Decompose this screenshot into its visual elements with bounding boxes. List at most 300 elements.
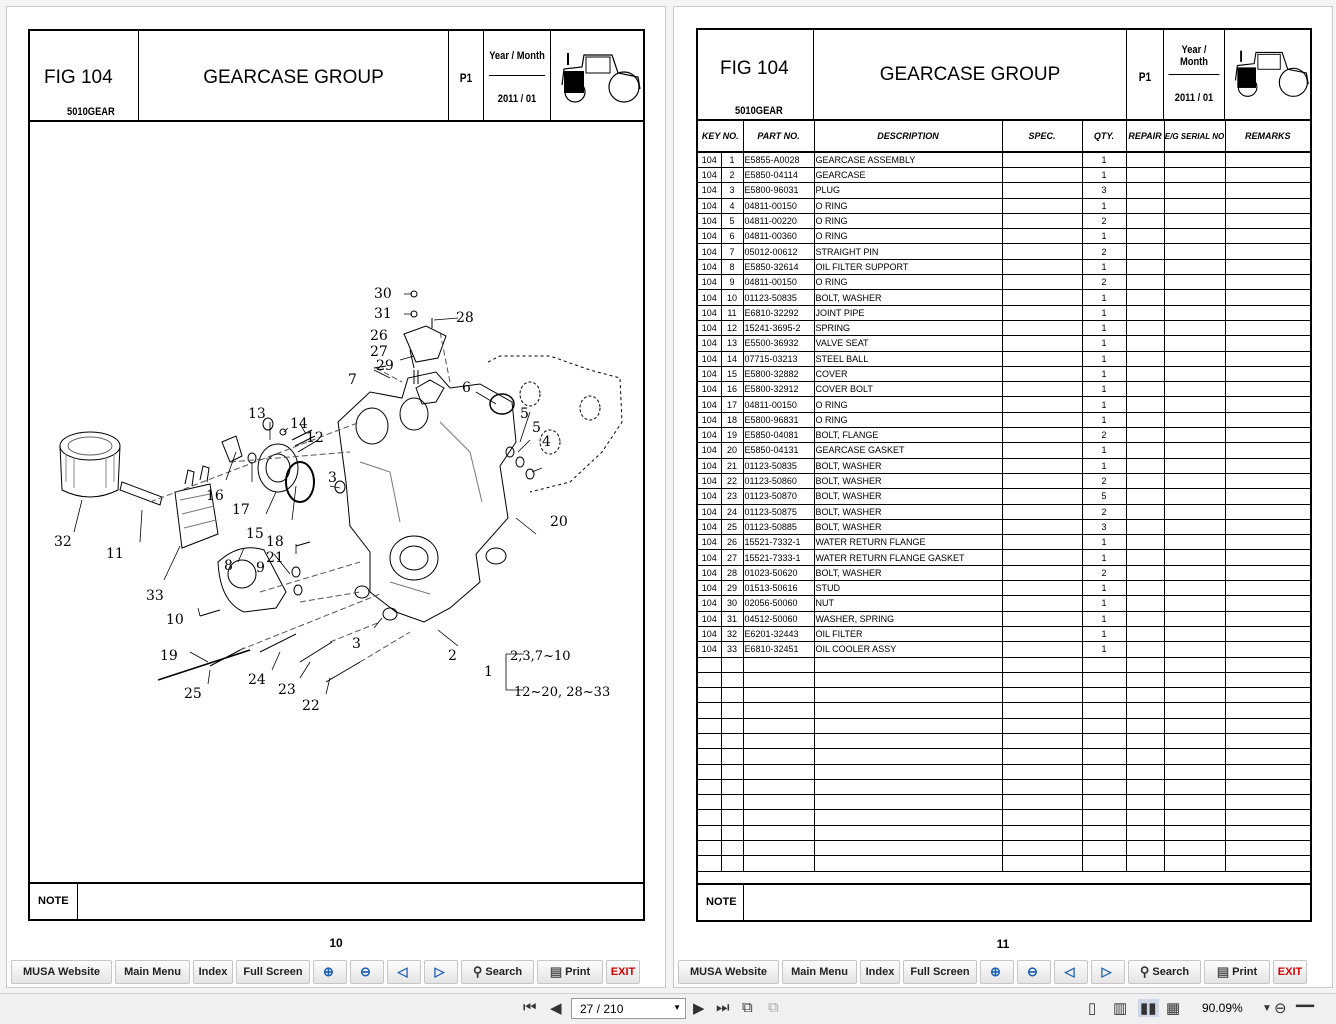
cell-no: 9: [721, 275, 743, 290]
cell-description: GEARCASE ASSEMBLY: [814, 152, 1002, 168]
group-title: GEARCASE GROUP: [879, 64, 1061, 85]
cell-key: 104: [698, 412, 721, 427]
cell-qty: 1: [1082, 443, 1126, 458]
cell-eg-serial: [1164, 733, 1225, 748]
callout-31: 31: [374, 306, 392, 322]
callout-11: 11: [106, 546, 124, 562]
cell-spec: [1002, 183, 1082, 198]
cell-key: [698, 703, 721, 718]
cell-no: 21: [721, 458, 743, 473]
musa-website-button[interactable]: MUSA Website: [11, 960, 112, 984]
table-row: [698, 213, 1310, 228]
cell-description: [814, 703, 1002, 718]
cell-spec: [1002, 305, 1082, 320]
zoom-in-button[interactable]: [313, 960, 347, 984]
table-row: [698, 779, 1310, 794]
cell-description: [814, 779, 1002, 794]
cell-description: O RING: [814, 198, 1002, 213]
cell-repair: [1126, 382, 1164, 397]
cell-description: OIL COOLER ASSY: [814, 642, 1002, 657]
table-row: [698, 458, 1310, 473]
cell-remarks: [1225, 688, 1310, 703]
table-row: [698, 198, 1310, 213]
cell-remarks: [1225, 259, 1310, 274]
callout-7: 7: [348, 372, 357, 388]
o-ring-part: [286, 462, 314, 502]
page-code-cell: [1127, 30, 1164, 119]
cell-description: BOLT, WASHER: [814, 565, 1002, 580]
cell-key: 104: [698, 397, 721, 412]
col-remarks: REMARKS: [1225, 121, 1310, 152]
cell-spec: [1002, 290, 1082, 305]
cell-remarks: [1225, 382, 1310, 397]
cell-key: 104: [698, 244, 721, 259]
cell-eg-serial: [1164, 688, 1225, 703]
cell-key: 104: [698, 443, 721, 458]
cell-spec: [1002, 519, 1082, 534]
cell-no: 17: [721, 397, 743, 412]
cell-key: [698, 825, 721, 840]
cell-repair: [1126, 213, 1164, 228]
callout-14: 14: [290, 416, 308, 432]
callout-13: 13: [248, 406, 266, 422]
copy-icon[interactable]: ⧉: [768, 999, 779, 1016]
cell-description: BOLT, WASHER: [814, 290, 1002, 305]
cell-part-no: 04811-00150: [743, 198, 814, 213]
zoom-in-icon: ⊕: [323, 964, 334, 979]
cell-part-no: 04811-00150: [743, 397, 814, 412]
zoom-dropdown-icon[interactable]: ▼: [1262, 1003, 1272, 1014]
search-button[interactable]: ⚲ Search: [1128, 960, 1201, 984]
callout-16: 16: [206, 488, 224, 504]
cell-part-no: [743, 672, 814, 687]
cell-qty: 5: [1082, 489, 1126, 504]
cell-eg-serial: [1164, 718, 1225, 733]
cell-repair: [1126, 259, 1164, 274]
cell-spec: [1002, 718, 1082, 733]
cell-part-no: 01123-50835: [743, 290, 814, 305]
cell-key: 104: [698, 596, 721, 611]
group-title: GEARCASE GROUP: [203, 67, 384, 88]
cell-key: 104: [698, 504, 721, 519]
cell-remarks: [1225, 229, 1310, 244]
cell-part-no: 15241-3695-2: [743, 320, 814, 335]
cell-remarks: [1225, 519, 1310, 534]
cell-no: 8: [721, 259, 743, 274]
cell-remarks: [1225, 565, 1310, 580]
two-page-icon[interactable]: ▮▮: [1140, 1000, 1157, 1017]
cell-repair: [1126, 535, 1164, 550]
cell-eg-serial: [1164, 305, 1225, 320]
cell-part-no: [743, 688, 814, 703]
cell-description: WASHER, SPRING: [814, 611, 1002, 626]
cell-spec: [1002, 764, 1082, 779]
table-row: [698, 275, 1310, 290]
cell-spec: [1002, 152, 1082, 168]
note-label: NOTE: [30, 884, 78, 919]
cell-qty: 1: [1082, 611, 1126, 626]
cell-repair: [1126, 703, 1164, 718]
zoom-in-button[interactable]: [980, 960, 1014, 984]
cell-repair: [1126, 183, 1164, 198]
nav-toolbar: [678, 960, 1328, 984]
cell-spec: [1002, 703, 1082, 718]
cell-repair: [1126, 275, 1164, 290]
cell-qty: 1: [1082, 366, 1126, 381]
cell-eg-serial: [1164, 213, 1225, 228]
cell-remarks: [1225, 443, 1310, 458]
cell-spec: [1002, 168, 1082, 183]
cell-eg-serial: [1164, 611, 1225, 626]
cell-no: [721, 703, 743, 718]
cell-part-no: E5800-32912: [743, 382, 814, 397]
cell-part-no: E6201-32443: [743, 626, 814, 641]
cell-key: 104: [698, 351, 721, 366]
cell-remarks: [1225, 458, 1310, 473]
callout-6: 6: [462, 380, 471, 396]
table-row: [698, 749, 1310, 764]
cell-remarks: [1225, 351, 1310, 366]
callout-5b: 5: [532, 420, 541, 436]
exit-button[interactable]: EXIT: [606, 960, 640, 984]
cell-remarks: [1225, 397, 1310, 412]
cell-eg-serial: [1164, 168, 1225, 183]
callout-2: 2: [448, 648, 457, 664]
cell-key: 104: [698, 473, 721, 488]
cell-description: COVER BOLT: [814, 382, 1002, 397]
previous-page-button[interactable]: [387, 960, 421, 984]
page-selector[interactable]: [571, 998, 686, 1019]
cell-repair: [1126, 657, 1164, 672]
cell-no: [721, 779, 743, 794]
zoom-out-icon[interactable]: ⊖: [1274, 1000, 1287, 1017]
two-page-continuous-icon[interactable]: ▦: [1166, 1000, 1181, 1017]
cell-remarks: [1225, 550, 1310, 565]
main-menu-button[interactable]: Main Menu: [115, 960, 190, 984]
cell-part-no: [743, 733, 814, 748]
binoculars-icon: ⚲: [472, 964, 483, 979]
cell-spec: [1002, 443, 1082, 458]
cell-repair: [1126, 611, 1164, 626]
cell-spec: [1002, 779, 1082, 794]
right-page: [673, 6, 1333, 988]
cell-qty: 1: [1082, 168, 1126, 183]
cell-eg-serial: [1164, 183, 1225, 198]
cell-repair: [1126, 504, 1164, 519]
group-cell: [814, 30, 1127, 119]
cell-repair: [1126, 412, 1164, 427]
cell-repair: [1126, 428, 1164, 443]
cell-qty: [1082, 764, 1126, 779]
cell-no: 1: [721, 152, 743, 168]
cell-key: [698, 657, 721, 672]
cell-eg-serial: [1164, 657, 1225, 672]
table-row: [698, 535, 1310, 550]
col-part-no: PART NO.: [743, 121, 814, 152]
cell-spec: [1002, 229, 1082, 244]
cell-no: 14: [721, 351, 743, 366]
zoom-out-button[interactable]: [1017, 960, 1051, 984]
sheet-header: [698, 30, 1310, 121]
cell-no: 4: [721, 198, 743, 213]
cell-part-no: [743, 856, 814, 871]
single-page-icon[interactable]: ▯: [1088, 1000, 1097, 1017]
table-row: [698, 183, 1310, 198]
cell-no: [721, 795, 743, 810]
cell-spec: [1002, 458, 1082, 473]
cell-key: [698, 795, 721, 810]
cell-description: BOLT, WASHER: [814, 489, 1002, 504]
cell-part-no: 05012-00612: [743, 244, 814, 259]
cell-no: 6: [721, 229, 743, 244]
cell-qty: 2: [1082, 504, 1126, 519]
previous-page-button[interactable]: [1054, 960, 1088, 984]
cell-description: [814, 795, 1002, 810]
cell-part-no: 04512-50060: [743, 611, 814, 626]
cell-no: [721, 841, 743, 856]
diagram-sheet: [28, 29, 645, 921]
cell-key: 104: [698, 305, 721, 320]
cell-key: [698, 733, 721, 748]
callout-24: 24: [248, 672, 266, 688]
print-button[interactable]: ▤ Print: [1204, 960, 1270, 984]
cell-remarks: [1225, 366, 1310, 381]
cell-description: JOINT PIPE: [814, 305, 1002, 320]
cell-key: 104: [698, 290, 721, 305]
cell-qty: [1082, 810, 1126, 825]
callout-8: 8: [224, 558, 233, 574]
table-row: [698, 565, 1310, 580]
cell-repair: [1126, 550, 1164, 565]
cell-no: [721, 672, 743, 687]
cell-remarks: [1225, 581, 1310, 596]
callout-27: 27: [370, 344, 388, 360]
cell-key: 104: [698, 535, 721, 550]
zoom-slider[interactable]: ━━: [1296, 998, 1315, 1015]
rotate-icon[interactable]: ⧉: [742, 999, 753, 1016]
cell-qty: 1: [1082, 229, 1126, 244]
table-row: [698, 841, 1310, 856]
cell-description: BOLT, FLANGE: [814, 428, 1002, 443]
logo-cell: [551, 31, 647, 120]
cell-part-no: 07715-03213: [743, 351, 814, 366]
cover-part: [258, 444, 298, 492]
sheet-header: [30, 31, 643, 122]
table-row: [698, 504, 1310, 519]
table-row: [698, 320, 1310, 335]
cell-part-no: [743, 841, 814, 856]
cell-remarks: [1225, 596, 1310, 611]
cell-spec: [1002, 198, 1082, 213]
gearcase-part: [335, 372, 516, 622]
cell-remarks: [1225, 428, 1310, 443]
cell-part-no: 01123-50885: [743, 519, 814, 534]
cell-repair: [1126, 626, 1164, 641]
printer-icon: ▤: [1216, 964, 1230, 979]
cell-spec: [1002, 810, 1082, 825]
cell-remarks: [1225, 810, 1310, 825]
table-row: [698, 290, 1310, 305]
cell-repair: [1126, 198, 1164, 213]
table-row: [698, 642, 1310, 657]
cell-no: 5: [721, 213, 743, 228]
last-page-icon[interactable]: ⏭: [716, 999, 730, 1016]
cell-no: [721, 764, 743, 779]
zoom-out-button[interactable]: [350, 960, 384, 984]
cell-qty: [1082, 733, 1126, 748]
prev-page-icon[interactable]: ◀: [550, 1000, 562, 1017]
cell-remarks: [1225, 320, 1310, 335]
cell-part-no: [743, 749, 814, 764]
year-month-value: 2011 / 01: [1174, 92, 1214, 104]
cell-no: 19: [721, 428, 743, 443]
cell-description: OIL FILTER: [814, 626, 1002, 641]
nav-toolbar: [11, 960, 661, 984]
print-button[interactable]: ▤ Print: [537, 960, 603, 984]
cell-qty: [1082, 718, 1126, 733]
cell-no: [721, 825, 743, 840]
cell-qty: [1082, 779, 1126, 794]
cell-description: BOLT, WASHER: [814, 504, 1002, 519]
callout-20: 20: [550, 514, 568, 530]
exit-button[interactable]: EXIT: [1273, 960, 1307, 984]
cell-no: 31: [721, 611, 743, 626]
continuous-page-icon[interactable]: ▥: [1113, 1000, 1128, 1017]
cell-qty: 1: [1082, 198, 1126, 213]
musa-website-button[interactable]: MUSA Website: [678, 960, 779, 984]
cell-repair: [1126, 320, 1164, 335]
cell-description: O RING: [814, 229, 1002, 244]
cell-eg-serial: [1164, 856, 1225, 871]
cell-remarks: [1225, 825, 1310, 840]
cell-eg-serial: [1164, 412, 1225, 427]
cell-part-no: [743, 764, 814, 779]
table-row: [698, 397, 1310, 412]
search-button[interactable]: ⚲ Search: [461, 960, 534, 984]
fig-title: FIG 104: [720, 58, 789, 79]
table-row: [698, 336, 1310, 351]
cell-remarks: [1225, 489, 1310, 504]
first-page-icon[interactable]: ⏮: [523, 999, 537, 1016]
cell-part-no: [743, 718, 814, 733]
cell-remarks: [1225, 856, 1310, 871]
cell-spec: [1002, 275, 1082, 290]
cell-spec: [1002, 382, 1082, 397]
cell-part-no: E5850-04114: [743, 168, 814, 183]
cell-description: BOLT, WASHER: [814, 473, 1002, 488]
cell-part-no: E5800-96831: [743, 412, 814, 427]
cell-description: [814, 672, 1002, 687]
cell-description: COVER: [814, 366, 1002, 381]
cell-key: 104: [698, 382, 721, 397]
cell-no: 22: [721, 473, 743, 488]
table-header-row: [698, 121, 1310, 152]
parts-table-body: [698, 152, 1310, 871]
cell-spec: [1002, 535, 1082, 550]
cell-description: NUT: [814, 596, 1002, 611]
cell-qty: 1: [1082, 382, 1126, 397]
cell-part-no: [743, 657, 814, 672]
cell-key: 104: [698, 428, 721, 443]
fig-code: 5010GEAR: [67, 106, 115, 118]
fig-title: FIG 104: [44, 67, 113, 88]
table-row: [698, 305, 1310, 320]
legend-main: 1: [484, 664, 493, 680]
cell-eg-serial: [1164, 841, 1225, 856]
cell-eg-serial: [1164, 382, 1225, 397]
table-row: [698, 259, 1310, 274]
callout-29: 29: [376, 358, 394, 374]
cell-qty: 2: [1082, 275, 1126, 290]
cell-no: [721, 657, 743, 672]
cell-spec: [1002, 825, 1082, 840]
cell-spec: [1002, 749, 1082, 764]
cell-part-no: E5800-96031: [743, 183, 814, 198]
cell-eg-serial: [1164, 779, 1225, 794]
cell-eg-serial: [1164, 565, 1225, 580]
table-row: [698, 382, 1310, 397]
cell-remarks: [1225, 535, 1310, 550]
cell-eg-serial: [1164, 259, 1225, 274]
cell-part-no: 15521-7332-1: [743, 535, 814, 550]
callout-30: 30: [374, 286, 392, 302]
index-button[interactable]: Index: [193, 960, 233, 984]
oil-filter-part: [60, 432, 120, 497]
cell-no: [721, 810, 743, 825]
cell-part-no: E5850-04081: [743, 428, 814, 443]
cell-repair: [1126, 397, 1164, 412]
cell-key: 104: [698, 550, 721, 565]
table-row: [698, 856, 1310, 871]
cell-eg-serial: [1164, 458, 1225, 473]
cell-spec: [1002, 626, 1082, 641]
year-month-cell: [1164, 30, 1225, 119]
table-row: [698, 366, 1310, 381]
cell-eg-serial: [1164, 152, 1225, 168]
zoom-out-icon: ⊖: [360, 964, 371, 979]
table-row: [698, 596, 1310, 611]
full-screen-button[interactable]: Full Screen: [236, 960, 310, 984]
full-screen-button[interactable]: Full Screen: [903, 960, 977, 984]
cell-remarks: [1225, 504, 1310, 519]
cell-repair: [1126, 672, 1164, 687]
cell-key: 104: [698, 366, 721, 381]
cell-remarks: [1225, 733, 1310, 748]
callout-5a: 5: [520, 406, 529, 422]
cell-spec: [1002, 412, 1082, 427]
cell-part-no: E5850-32614: [743, 259, 814, 274]
cell-no: 7: [721, 244, 743, 259]
callout-3a: 3: [328, 470, 337, 486]
cell-key: 104: [698, 489, 721, 504]
cell-spec: [1002, 657, 1082, 672]
index-button[interactable]: Index: [860, 960, 900, 984]
cell-description: BOLT, WASHER: [814, 458, 1002, 473]
cell-remarks: [1225, 779, 1310, 794]
cell-no: 24: [721, 504, 743, 519]
next-page-icon[interactable]: ▶: [693, 1000, 705, 1017]
main-menu-button[interactable]: Main Menu: [782, 960, 857, 984]
next-page-button[interactable]: [1091, 960, 1125, 984]
cell-eg-serial: [1164, 810, 1225, 825]
table-row: [698, 412, 1310, 427]
cell-key: 104: [698, 168, 721, 183]
next-page-button[interactable]: [424, 960, 458, 984]
callout-9: 9: [256, 560, 265, 576]
cell-qty: 2: [1082, 428, 1126, 443]
cell-repair: [1126, 489, 1164, 504]
cell-no: 10: [721, 290, 743, 305]
